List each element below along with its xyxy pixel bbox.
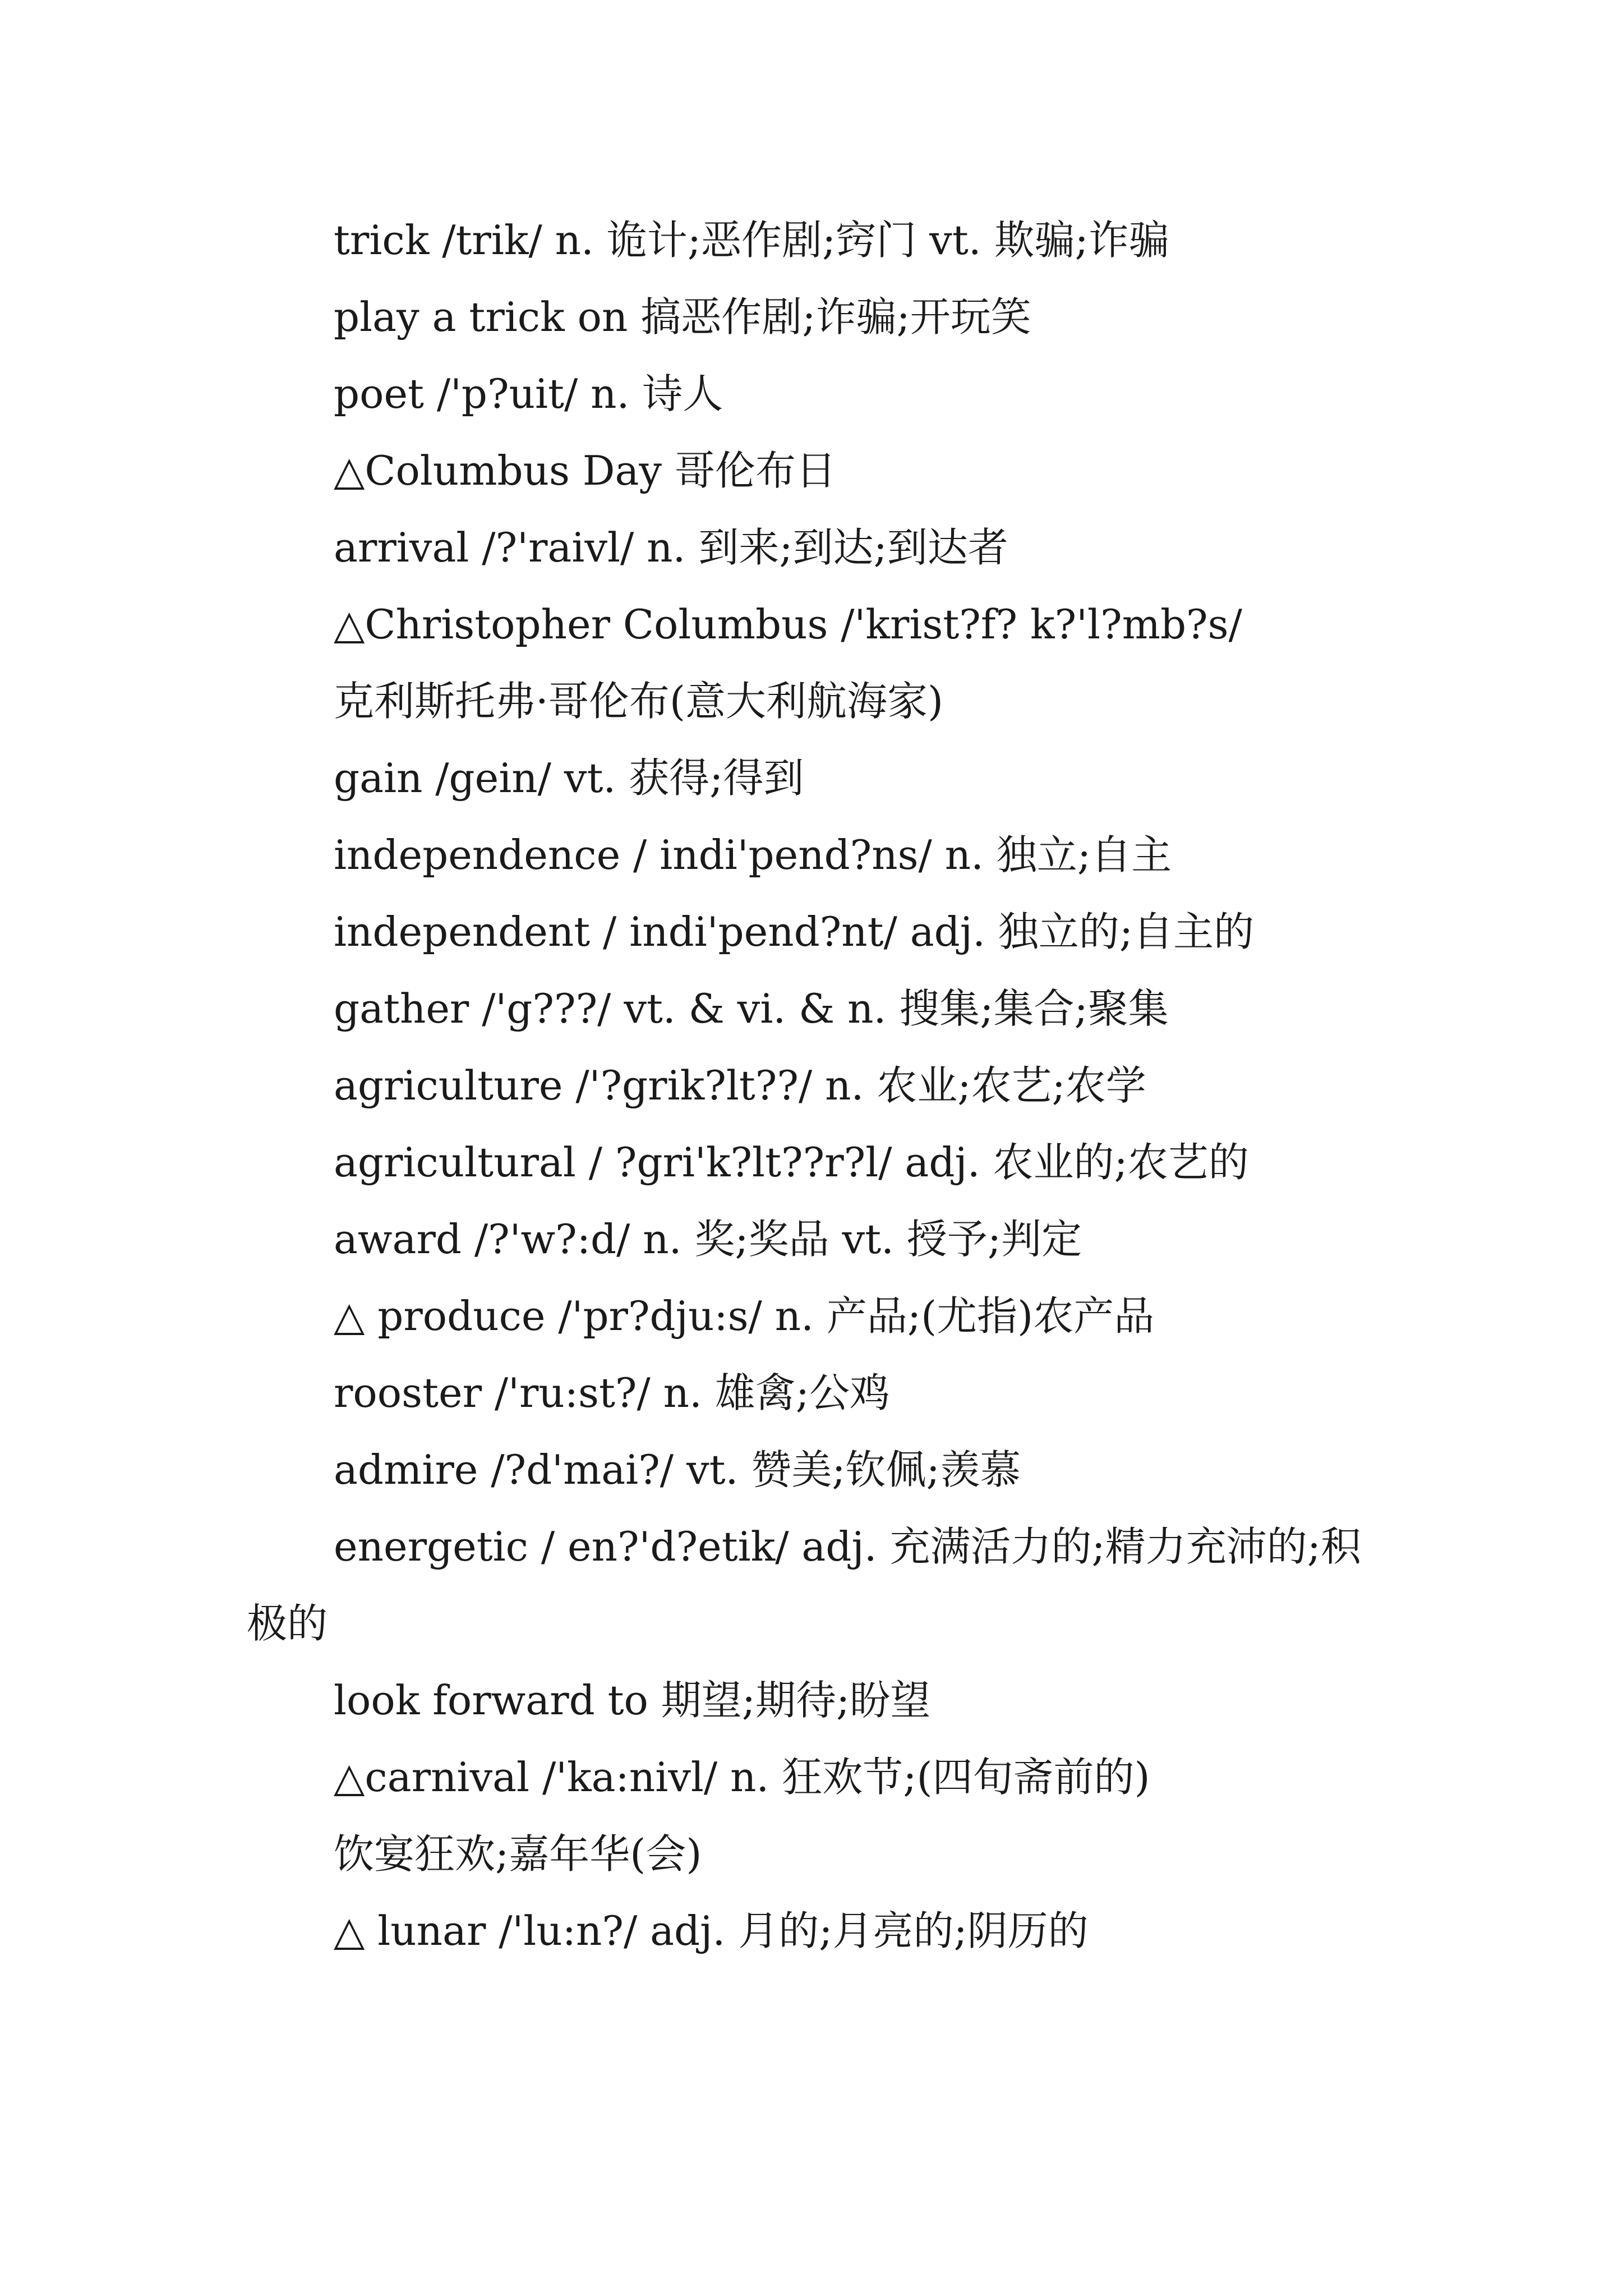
vocab-entry: energetic / en?'d?etik/ adj. 充满活力的;精力充沛的;积极的 bbox=[247, 1523, 1362, 1647]
vocab-entry: △Christopher Columbus /'krist?f? k?'l?mb?s/ bbox=[334, 601, 1242, 648]
vocab-entry: △ produce /'pr?dju:s/ n. 产品;(尤指)农产品 bbox=[334, 1292, 1155, 1340]
vocab-entry: look forward to 期望;期待;盼望 bbox=[334, 1677, 931, 1724]
vocab-entry: agriculture /'?grik?lt??/ n. 农业;农艺;农学 bbox=[334, 1062, 1146, 1109]
vocabulary-list bbox=[247, 202, 1385, 1970]
vocab-entry: independent / indi'pend?nt/ adj. 独立的;自主的 bbox=[334, 908, 1255, 955]
vocab-entry: independence / indi'pend?ns/ n. 独立;自主 bbox=[334, 831, 1172, 878]
vocab-entry: admire /?d'mai?/ vt. 赞美;钦佩;羡慕 bbox=[334, 1446, 1021, 1493]
vocab-entry: △ lunar /'lu:n?/ adj. 月的;月亮的;阴历的 bbox=[334, 1907, 1089, 1954]
vocab-entry: △carnival /'ka:nivl/ n. 狂欢节;(四旬斋前的) bbox=[334, 1754, 1150, 1801]
vocab-entry: poet /'p?uit/ n. 诗人 bbox=[334, 370, 723, 417]
vocab-entry: △Columbus Day 哥伦布日 bbox=[334, 447, 836, 494]
vocab-entry: arrival /?'raivl/ n. 到来;到达;到达者 bbox=[334, 524, 1008, 571]
vocab-entry: rooster /'ru:st?/ n. 雄禽;公鸡 bbox=[334, 1369, 891, 1416]
vocab-entry: gain /gein/ vt. 获得;得到 bbox=[334, 754, 804, 802]
vocab-entry: agricultural / ?gri'k?lt??r?l/ adj. 农业的;农艺的 bbox=[334, 1139, 1249, 1186]
vocab-entry: 饮宴狂欢;嘉年华(会) bbox=[334, 1830, 702, 1878]
vocab-entry: award /?'w?:d/ n. 奖;奖品 vt. 授予;判定 bbox=[334, 1216, 1082, 1263]
vocab-entry: 克利斯托弗·哥伦布(意大利航海家) bbox=[334, 678, 944, 725]
vocab-entry: play a trick on 搞恶作剧;诈骗;开玩笑 bbox=[334, 293, 1031, 341]
vocab-entry: gather /'g???/ vt. & vi. & n. 搜集;集合;聚集 bbox=[334, 985, 1169, 1032]
vocab-entry: trick /trik/ n. 诡计;恶作剧;窍门 vt. 欺骗;诈骗 bbox=[334, 217, 1169, 264]
